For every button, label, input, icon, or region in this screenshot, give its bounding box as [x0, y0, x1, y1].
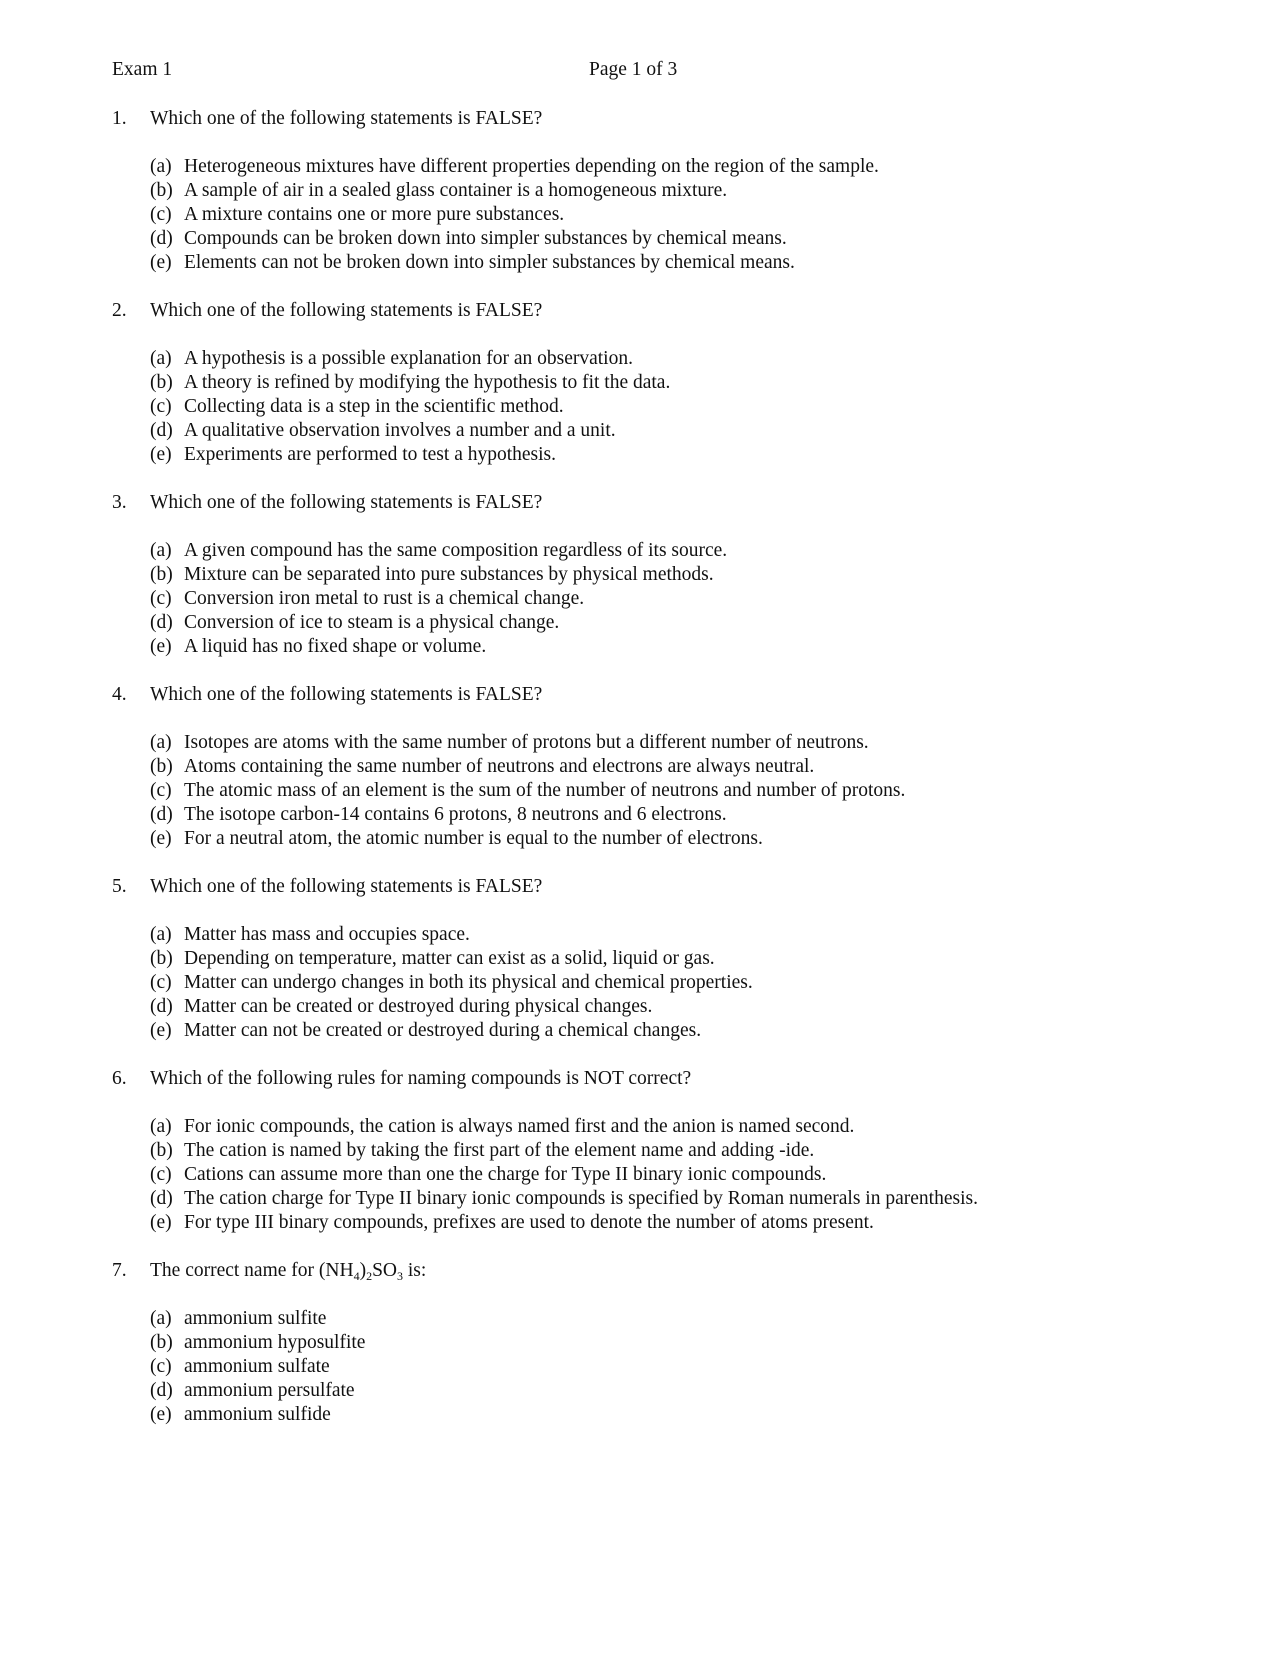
question-list [112, 107, 1192, 1451]
formula-so: SO [372, 1260, 397, 1281]
option-d [150, 1379, 1192, 1403]
option-letter: (b) [150, 756, 173, 777]
option-letter: (d) [150, 228, 173, 249]
subscript-4: 4 [353, 1269, 360, 1283]
option-e [150, 827, 1192, 851]
question-text: Which one of the following statements is FALSE? [150, 108, 543, 129]
option-text: The atomic mass of an element is the sum of the number of neutrons and number of protons. [184, 780, 906, 801]
option-e [150, 1019, 1192, 1043]
option-list [150, 539, 1192, 659]
option-a [150, 1307, 1192, 1331]
option-text: Compounds can be broken down into simpler substances by chemical means. [184, 228, 787, 249]
option-e [150, 1403, 1192, 1427]
option-d [150, 419, 1192, 443]
page-number: Page 1 of 3 [589, 59, 678, 80]
option-c [150, 779, 1192, 803]
option-b [150, 371, 1192, 395]
option-text: Elements can not be broken down into simpler substances by chemical means. [184, 252, 795, 273]
option-letter: (e) [150, 252, 172, 273]
option-list [150, 1115, 1192, 1235]
option-letter: (d) [150, 612, 173, 633]
question-1 [112, 107, 1192, 275]
option-text: For ionic compounds, the cation is always named first and the anion is named second. [184, 1116, 855, 1137]
question-text: Which one of the following statements is FALSE? [150, 876, 543, 897]
option-c [150, 1355, 1192, 1379]
option-b [150, 179, 1192, 203]
question-text: Which one of the following statements is FALSE? [150, 684, 543, 705]
option-c [150, 971, 1192, 995]
option-text: Mixture can be separated into pure substances by physical methods. [184, 564, 714, 585]
option-text: Conversion iron metal to rust is a chemical change. [184, 588, 585, 609]
option-text: Heterogeneous mixtures have different properties depending on the region of the sample. [184, 156, 879, 177]
question-number: 6. [112, 1068, 127, 1089]
option-text: Conversion of ice to steam is a physical change. [184, 612, 560, 633]
option-letter: (c) [150, 204, 172, 225]
question-2 [112, 299, 1192, 467]
option-letter: (a) [150, 1116, 172, 1137]
option-letter: (a) [150, 348, 172, 369]
option-c [150, 1163, 1192, 1187]
formula-suffix: is: [403, 1260, 427, 1281]
option-letter: (c) [150, 972, 172, 993]
option-letter: (b) [150, 1140, 173, 1161]
question-number: 2. [112, 300, 127, 321]
question-7 [112, 1259, 1192, 1427]
option-letter: (b) [150, 948, 173, 969]
option-text: Experiments are performed to test a hypothesis. [184, 444, 557, 465]
option-text: ammonium sulfide [184, 1404, 331, 1425]
option-letter: (e) [150, 828, 172, 849]
option-d [150, 227, 1192, 251]
option-letter: (b) [150, 1332, 173, 1353]
option-letter: (a) [150, 540, 172, 561]
question-text: Which one of the following statements is FALSE? [150, 492, 543, 513]
option-text: ammonium persulfate [184, 1380, 355, 1401]
option-text: A mixture contains one or more pure substances. [184, 204, 565, 225]
option-text: A theory is refined by modifying the hypothesis to fit the data. [184, 372, 671, 393]
option-letter: (b) [150, 372, 173, 393]
option-text: ammonium sulfite [184, 1308, 327, 1329]
option-a [150, 1115, 1192, 1139]
option-letter: (a) [150, 1308, 172, 1329]
option-b [150, 947, 1192, 971]
option-text: A sample of air in a sealed glass container is a homogeneous mixture. [184, 180, 728, 201]
option-c [150, 587, 1192, 611]
option-a [150, 539, 1192, 563]
subscript-3: 3 [397, 1269, 403, 1283]
option-b [150, 563, 1192, 587]
option-text: Atoms containing the same number of neutrons and electrons are always neutral. [184, 756, 815, 777]
page-header [112, 58, 1172, 84]
option-letter: (c) [150, 1164, 172, 1185]
option-d [150, 995, 1192, 1019]
option-letter: (c) [150, 780, 172, 801]
option-b [150, 1139, 1192, 1163]
question-number: 5. [112, 876, 127, 897]
option-b [150, 1331, 1192, 1355]
option-letter: (d) [150, 996, 173, 1017]
option-text: Matter can be created or destroyed during physical changes. [184, 996, 653, 1017]
question-4 [112, 683, 1192, 851]
option-a [150, 731, 1192, 755]
formula-prefix: The correct name for (NH [150, 1260, 354, 1281]
option-letter: (a) [150, 924, 172, 945]
question-number: 7. [112, 1260, 127, 1281]
option-text: A liquid has no fixed shape or volume. [184, 636, 487, 657]
option-e [150, 635, 1192, 659]
option-letter: (d) [150, 1188, 173, 1209]
question-text [150, 1259, 426, 1283]
option-text: ammonium hyposulfite [184, 1332, 366, 1353]
formula-paren: ) [359, 1260, 367, 1281]
option-text: A given compound has the same composition regardless of its source. [184, 540, 728, 561]
question-text: Which of the following rules for naming compounds is NOT correct? [150, 1068, 692, 1089]
option-text: For a neutral atom, the atomic number is equal to the number of electrons. [184, 828, 763, 849]
question-5 [112, 875, 1192, 1043]
option-text: A qualitative observation involves a number and a unit. [184, 420, 616, 441]
option-list [150, 347, 1192, 467]
option-c [150, 203, 1192, 227]
option-list [150, 155, 1192, 275]
question-6 [112, 1067, 1192, 1235]
option-letter: (e) [150, 636, 172, 657]
option-letter: (a) [150, 156, 172, 177]
option-letter: (e) [150, 1404, 172, 1425]
option-text: The cation is named by taking the first part of the element name and adding -ide. [184, 1140, 815, 1161]
option-text: Matter can not be created or destroyed during a chemical changes. [184, 1020, 702, 1041]
option-d [150, 803, 1192, 827]
option-text: For type III binary compounds, prefixes are used to denote the number of atoms present. [184, 1212, 874, 1233]
option-letter: (e) [150, 1212, 172, 1233]
option-letter: (b) [150, 180, 173, 201]
exam-title: Exam 1 [112, 59, 173, 80]
option-text: Isotopes are atoms with the same number of protons but a different number of neutrons. [184, 732, 869, 753]
option-letter: (e) [150, 444, 172, 465]
option-letter: (c) [150, 1356, 172, 1377]
option-e [150, 251, 1192, 275]
option-text: Depending on temperature, matter can exist as a solid, liquid or gas. [184, 948, 715, 969]
option-text: The cation charge for Type II binary ionic compounds is specified by Roman numerals in parenthesis. [184, 1188, 978, 1209]
option-text: A hypothesis is a possible explanation for an observation. [184, 348, 633, 369]
question-number: 1. [112, 108, 127, 129]
option-letter: (c) [150, 588, 172, 609]
option-d [150, 611, 1192, 635]
option-text: Matter can undergo changes in both its physical and chemical properties. [184, 972, 753, 993]
option-letter: (d) [150, 420, 173, 441]
option-d [150, 1187, 1192, 1211]
question-text: Which one of the following statements is FALSE? [150, 300, 543, 321]
option-letter: (d) [150, 804, 173, 825]
option-text: ammonium sulfate [184, 1356, 330, 1377]
option-letter: (e) [150, 1020, 172, 1041]
option-a [150, 923, 1192, 947]
option-text: Cations can assume more than one the charge for Type II binary ionic compounds. [184, 1164, 827, 1185]
subscript-2: 2 [366, 1269, 373, 1283]
option-e [150, 1211, 1192, 1235]
option-text: Collecting data is a step in the scientific method. [184, 396, 564, 417]
option-e [150, 443, 1192, 467]
option-letter: (b) [150, 564, 173, 585]
option-list [150, 923, 1192, 1043]
option-c [150, 395, 1192, 419]
question-number: 3. [112, 492, 127, 513]
option-list [150, 731, 1192, 851]
question-3 [112, 491, 1192, 659]
option-list [150, 1307, 1192, 1427]
option-b [150, 755, 1192, 779]
option-letter: (a) [150, 732, 172, 753]
option-a [150, 347, 1192, 371]
option-text: The isotope carbon-14 contains 6 protons, 8 neutrons and 6 electrons. [184, 804, 727, 825]
option-text: Matter has mass and occupies space. [184, 924, 470, 945]
option-a [150, 155, 1192, 179]
question-number: 4. [112, 684, 127, 705]
option-letter: (d) [150, 1380, 173, 1401]
option-letter: (c) [150, 396, 172, 417]
